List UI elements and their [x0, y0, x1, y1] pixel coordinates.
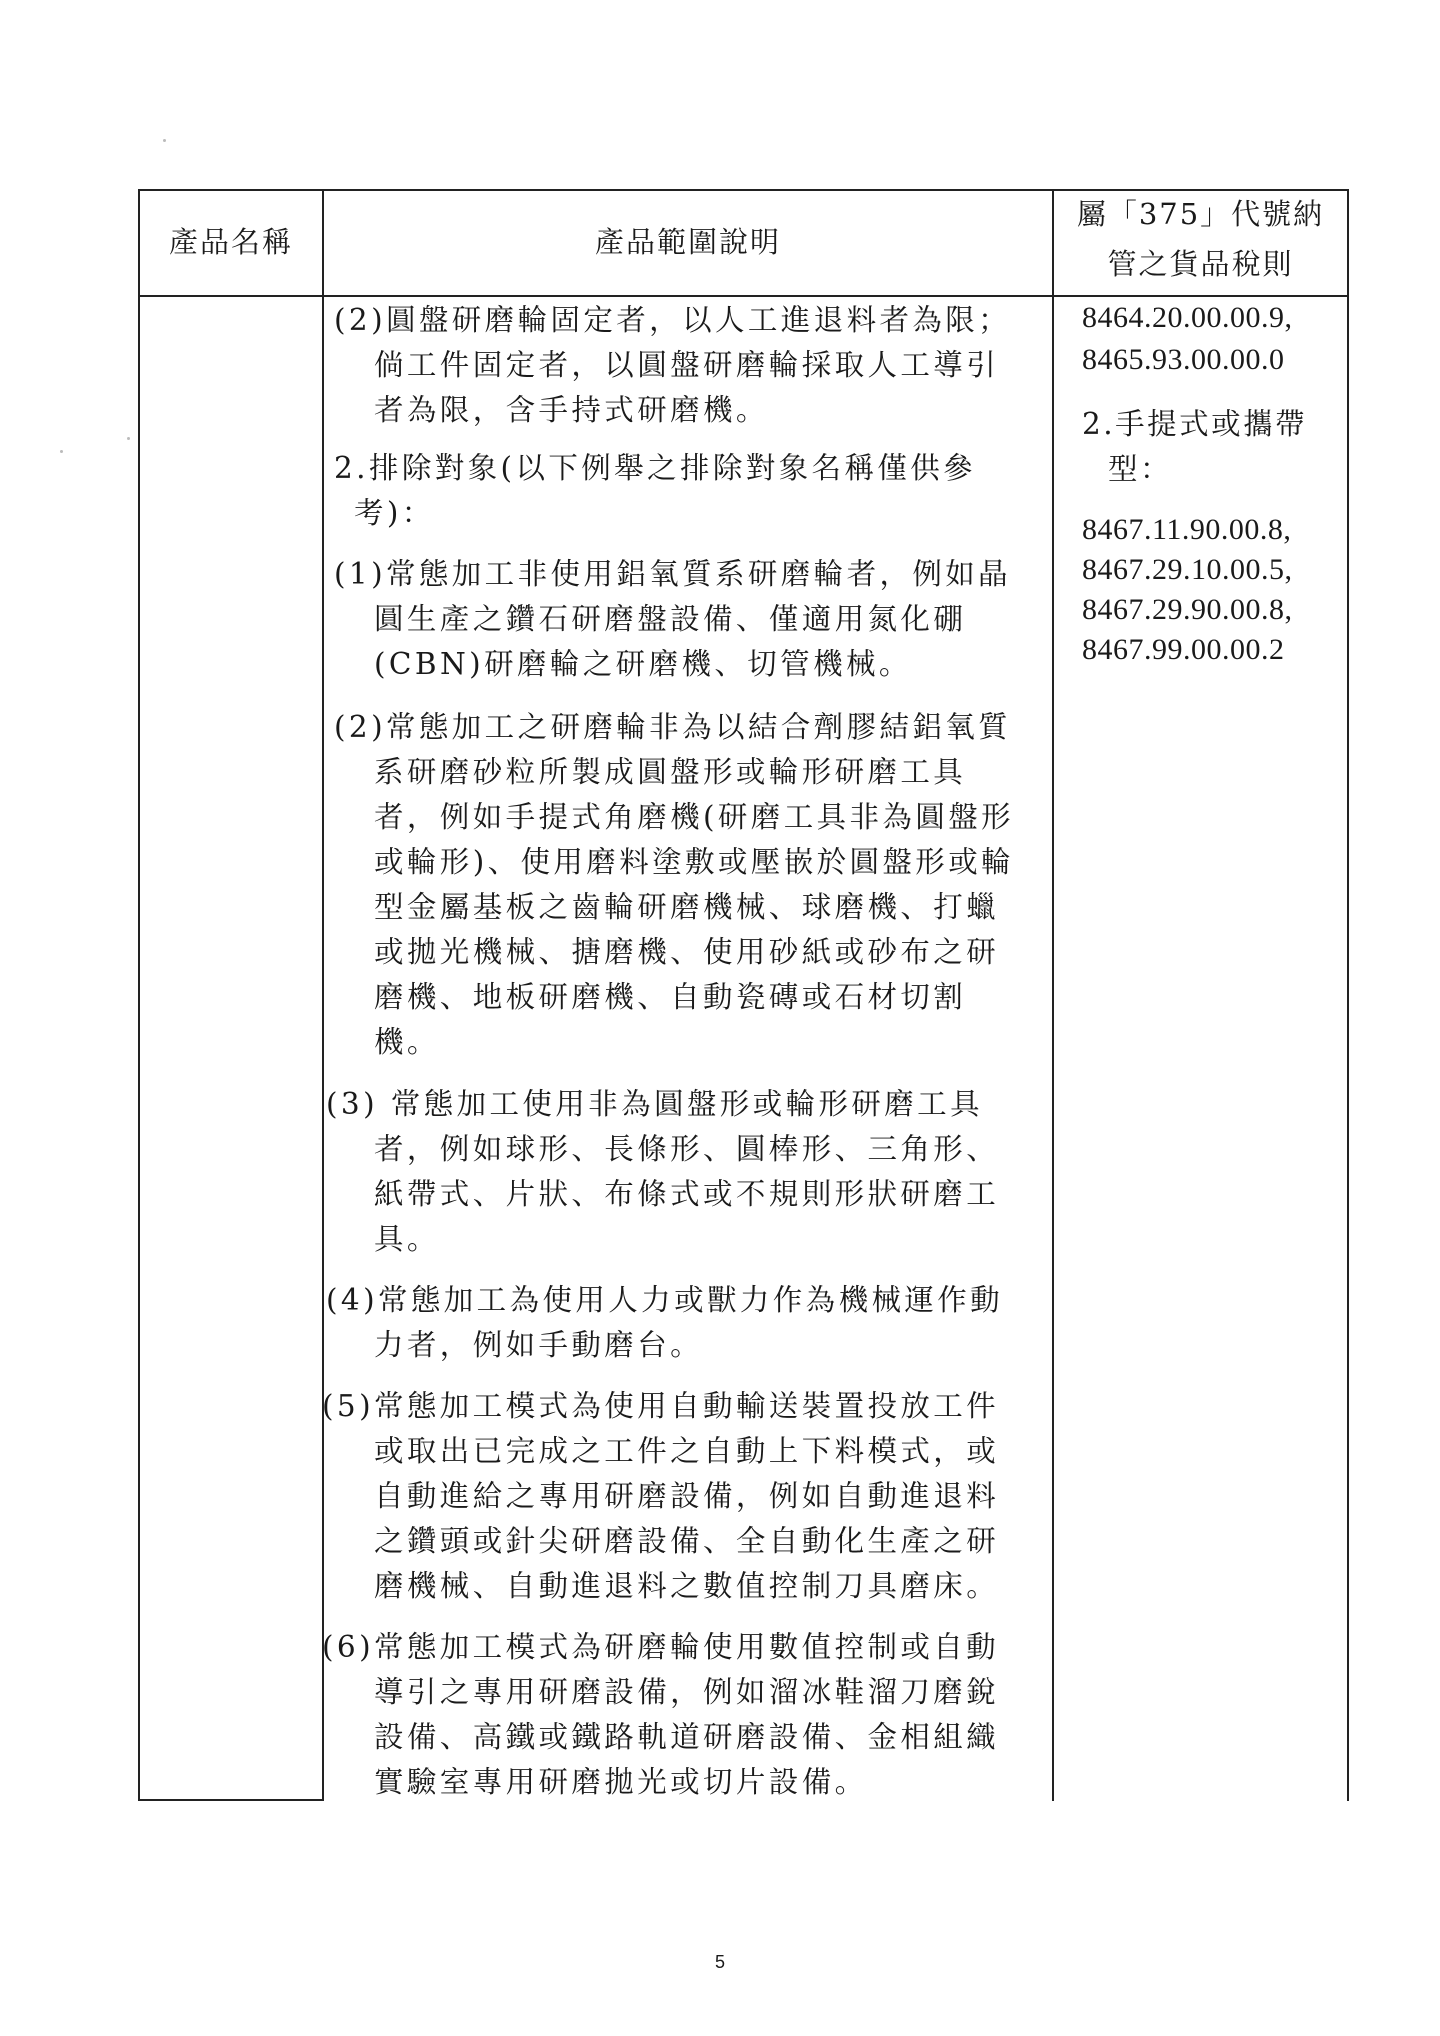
scope-line: 自動進給之專用研磨設備，例如自動進退料	[374, 1479, 1000, 1513]
tariff-code: 8467.29.10.00.5,	[1082, 553, 1293, 586]
scope-line: 力者，例如手動磨台。	[374, 1328, 704, 1362]
table-bottom-border	[138, 1799, 323, 1801]
scope-line: 具。	[374, 1222, 440, 1256]
table-left-border	[138, 189, 140, 1801]
column-divider-1	[322, 189, 324, 1801]
scope-line: (2)圓盤研磨輪固定者，以人工進退料者為限；	[334, 303, 1012, 337]
scope-line: 或取出已完成之工件之自動上下料模式，或	[374, 1434, 1000, 1468]
scope-line: 實驗室專用研磨拋光或切片設備。	[374, 1765, 868, 1799]
scope-line: 考)：	[354, 496, 435, 530]
scope-line: 倘工件固定者，以圓盤研磨輪採取人工導引	[374, 348, 1000, 382]
scope-line: 機。	[374, 1025, 440, 1059]
scope-line: 磨機械、自動進退料之數值控制刀具磨床。	[374, 1569, 1000, 1603]
header-bottom-border	[138, 295, 1349, 297]
scope-line: (5)常態加工模式為使用自動輸送裝置投放工件	[322, 1389, 1000, 1423]
scope-line: 之鑽頭或針尖研磨設備、全自動化生產之研	[374, 1524, 1000, 1558]
scope-line: 或拋光機械、搪磨機、使用砂紙或砂布之研	[374, 935, 1000, 969]
tariff-code: 8465.93.00.00.0	[1082, 343, 1285, 376]
scope-line: (2)常態加工之研磨輪非為以結合劑膠結鋁氧質	[334, 710, 1012, 744]
scope-line: 設備、高鐵或鐵路軌道研磨設備、金相組織	[374, 1720, 1000, 1754]
scan-speck	[127, 437, 130, 440]
scope-line: 磨機、地板研磨機、自動瓷磚或石材切割	[374, 980, 967, 1014]
header-tariff-line1: 屬「375」代號納	[1076, 197, 1325, 231]
scope-line: (CBN)研磨輪之研磨機、切管機械。	[374, 647, 912, 681]
scope-line: (1)常態加工非使用鋁氧質系研磨輪者，例如晶	[334, 557, 1012, 591]
table-right-border	[1347, 189, 1349, 1801]
scope-line: 型金屬基板之齒輪研磨機械、球磨機、打蠟	[374, 890, 1000, 924]
scope-line: 者為限，含手持式研磨機。	[374, 393, 769, 427]
page-number: 5	[714, 1952, 725, 1972]
header-tariff-line2: 管之貨品稅則	[1107, 247, 1294, 281]
scope-line: 者，例如手提式角磨機(研磨工具非為圓盤形	[374, 800, 1015, 834]
scan-speck	[163, 139, 166, 142]
header-product-scope: 產品範圍說明	[594, 225, 781, 259]
tariff-code: 8467.29.90.00.8,	[1082, 593, 1293, 626]
tariff-code: 8467.99.00.00.2	[1082, 633, 1285, 666]
scope-line: 2.排除對象(以下例舉之排除對象名稱僅供參	[334, 451, 977, 485]
scope-line: 者，例如球形、長條形、圓棒形、三角形、	[374, 1132, 1000, 1166]
scope-line: (3) 常態加工使用非為圓盤形或輪形研磨工具	[326, 1087, 983, 1121]
scan-speck	[60, 450, 63, 453]
scope-line: 導引之專用研磨設備，例如溜冰鞋溜刀磨銳	[374, 1675, 1000, 1709]
tariff-code: 8467.11.90.00.8,	[1082, 513, 1292, 546]
scope-line: 紙帶式、片狀、布條式或不規則形狀研磨工	[374, 1177, 1000, 1211]
scope-line: (6)常態加工模式為研磨輪使用數值控制或自動	[322, 1630, 1000, 1664]
scope-line: 圓生產之鑽石研磨盤設備、僅適用氮化硼	[374, 602, 967, 636]
portable-label-line1: 2.手提式或攜帶	[1082, 407, 1308, 441]
column-divider-2	[1052, 189, 1054, 1801]
scope-line: 系研磨砂粒所製成圓盤形或輪形研磨工具	[374, 755, 967, 789]
header-product-name: 產品名稱	[168, 225, 293, 259]
scope-line: (4)常態加工為使用人力或獸力作為機械運作動	[326, 1283, 1004, 1317]
tariff-code: 8464.20.00.00.9,	[1082, 301, 1293, 334]
portable-label-line2: 型：	[1108, 452, 1173, 486]
scope-line: 或輪形)、使用磨料塗敷或壓嵌於圓盤形或輪	[374, 845, 1015, 879]
